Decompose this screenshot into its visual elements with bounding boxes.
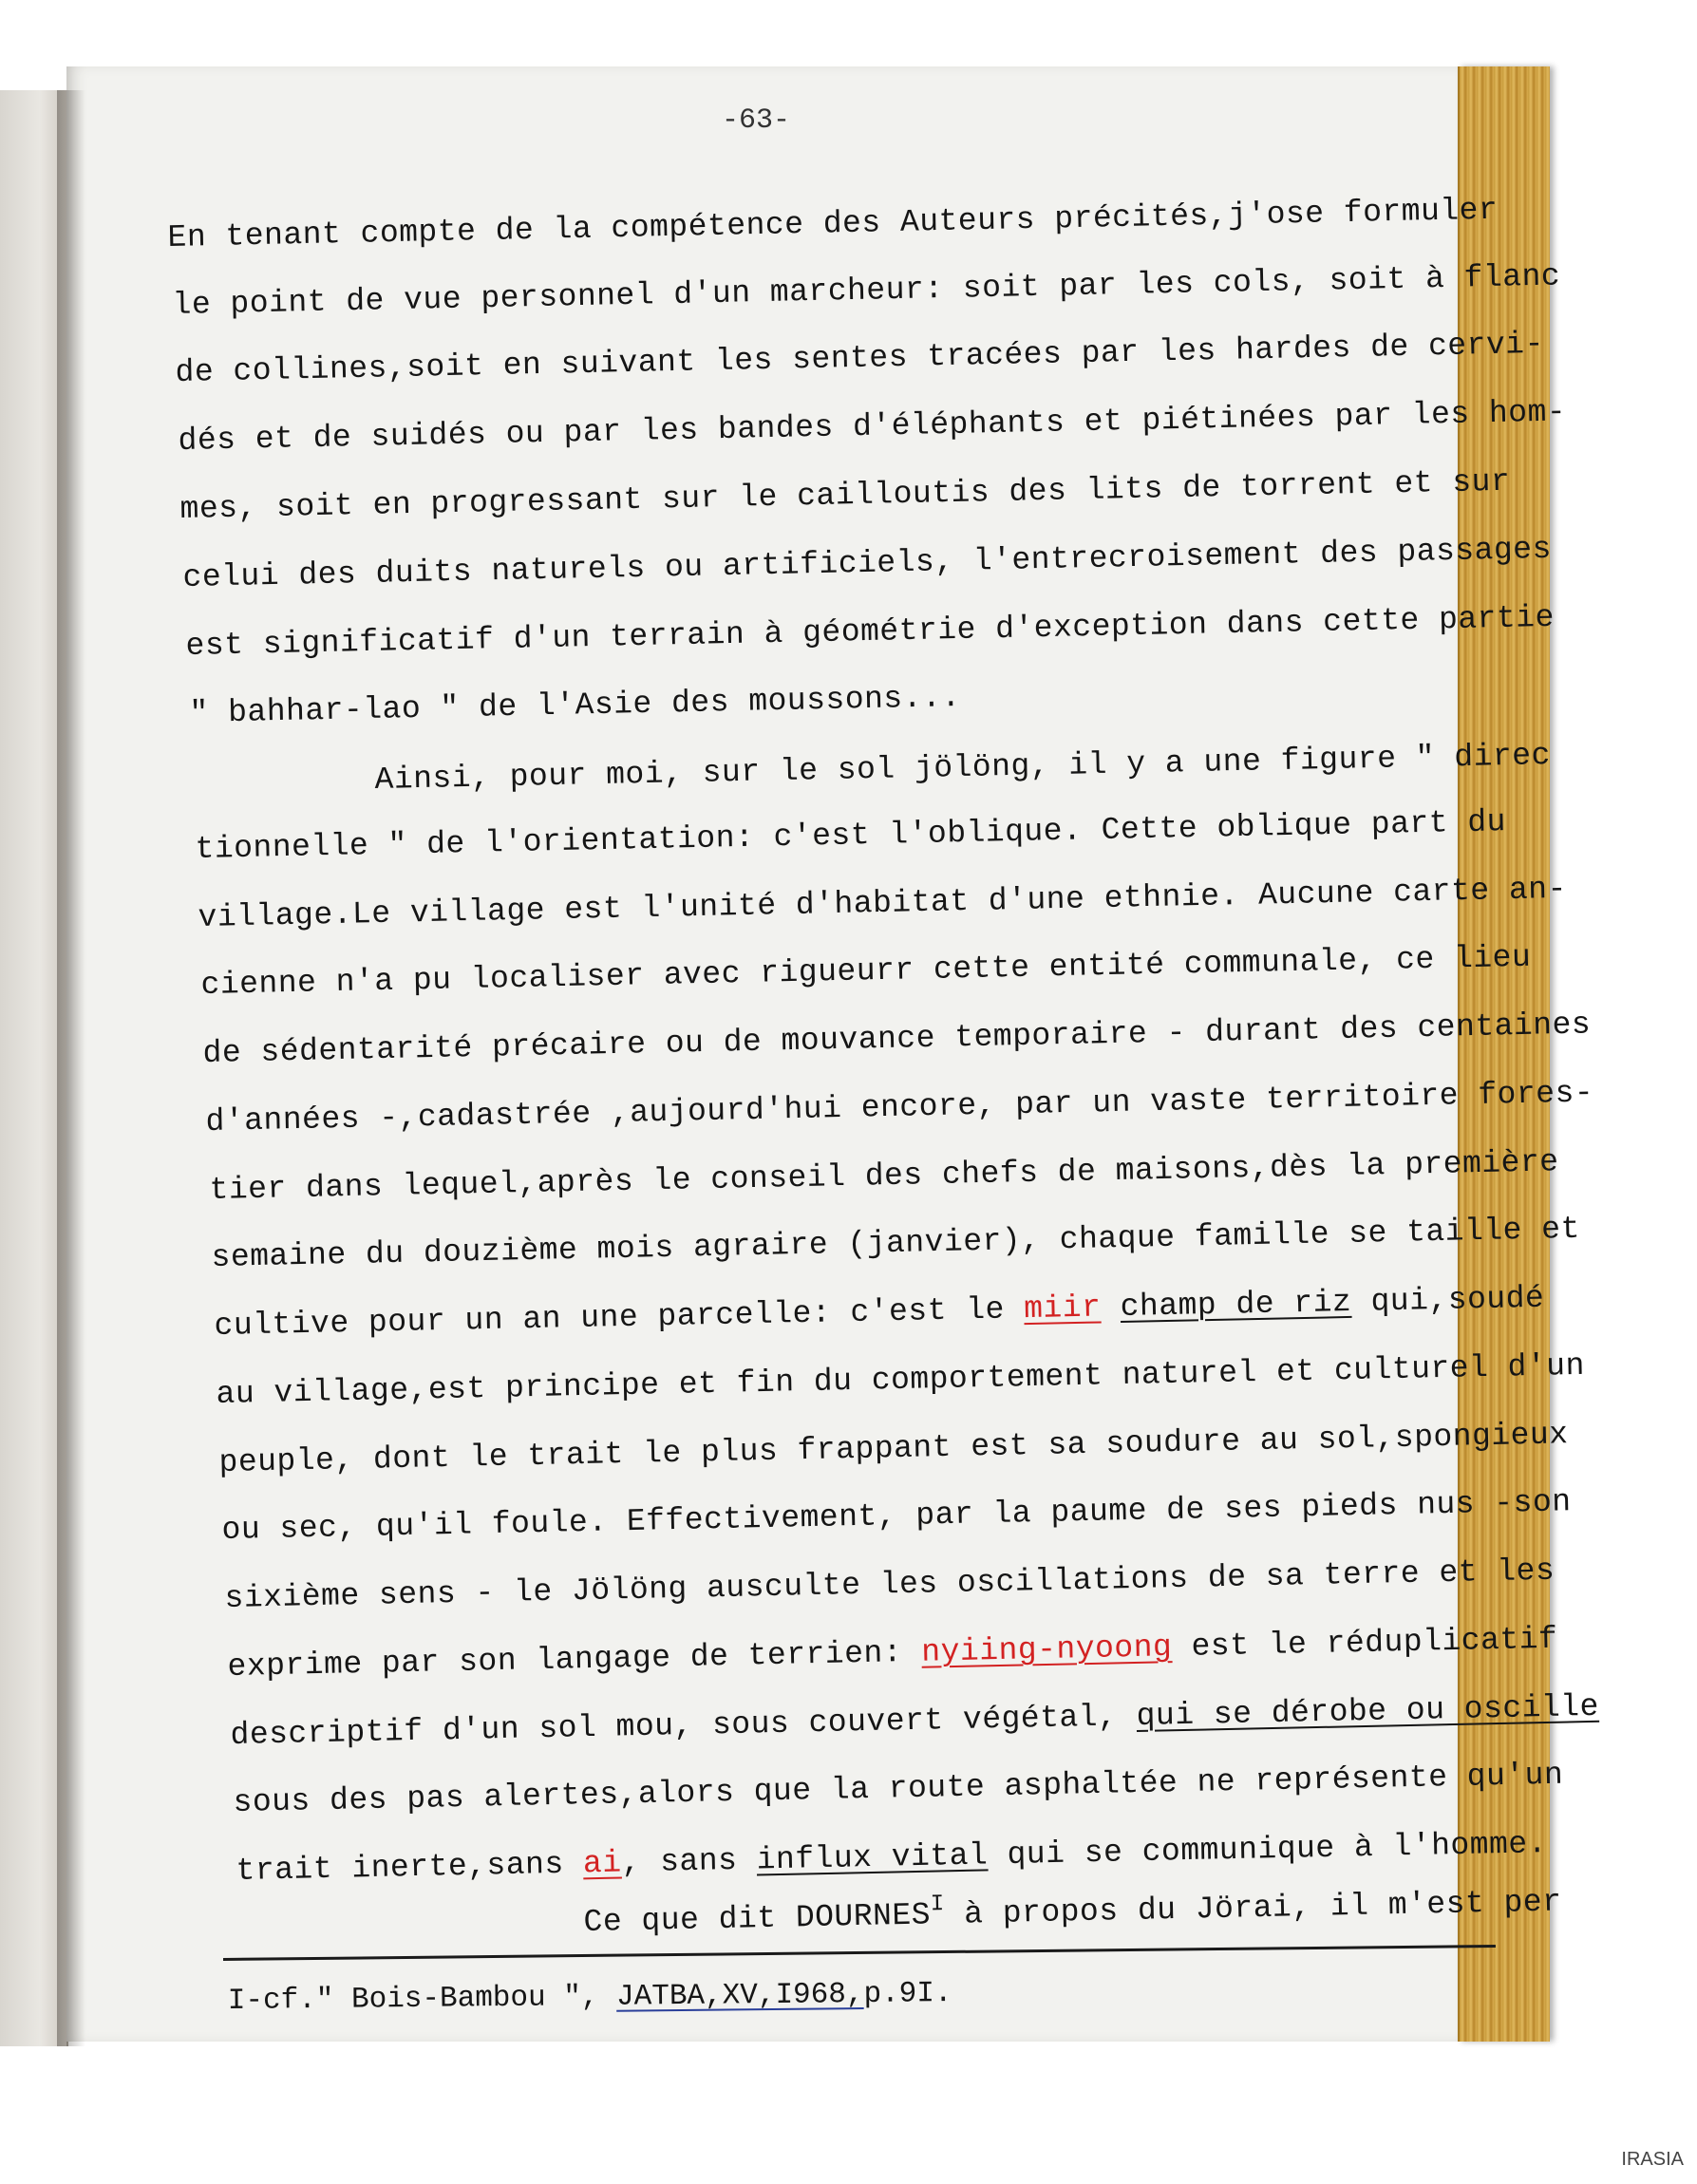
term-nyiing-nyoong: nyiing-nyoong	[920, 1629, 1173, 1670]
text-line-2: le point de vue personnel d'un marcheur: soit par les cols, soit à flanc	[172, 258, 1561, 323]
text-line-14: d'années -,cadastrée ,aujourd'hui encore, par un vaste territoire fores-	[205, 1075, 1594, 1139]
text-line-24: sous des pas alertes,alors que la route asphaltée ne représente qu'un	[233, 1757, 1564, 1820]
text-line-10: tionnelle " de l'orientation: c'est l'oblique. Cette oblique part du	[195, 804, 1507, 867]
text-line-17: cultive pour un an une parcelle: c'est le miir champ de riz qui,soudé	[214, 1280, 1545, 1344]
text-line-7: est significatif d'un terrain à géométrie d'exception dans cette partie	[185, 599, 1556, 664]
page-number: -63-	[722, 104, 791, 137]
footnote-marker: I	[930, 1892, 945, 1918]
text-line-15: tier dans lequel,après le conseil des chefs de maisons,dès la première	[209, 1144, 1559, 1208]
footnote-reference: JATBA,XV,I968,	[615, 1977, 864, 2014]
text-line-18: au village,est principe et fin du comportement naturel et culturel d'un	[216, 1347, 1586, 1412]
text-line-12: cienne n'a pu localiser avec rigueurr cette entité communale, ce lieu	[200, 939, 1532, 1003]
text-line-22: exprime par son langage de terrien: nyiing-nyoong est le réduplicatif	[227, 1621, 1558, 1685]
term-champ-de-riz: champ de riz	[1120, 1284, 1352, 1326]
text-line-21: sixième sens - le Jölöng ausculte les oscillations de sa terre et les	[224, 1553, 1556, 1616]
footnote: I-cf." Bois-Bambou ", JATBA,XV,I968,p.9I.	[227, 1977, 952, 2018]
text-line-20: ou sec, qu'il foule. Effectivement, par la paume de ses pieds nus -son	[221, 1484, 1572, 1548]
text-line-23: descriptif d'un sol mou, sous couvert végétal, qui se dérobe ou oscille	[230, 1688, 1600, 1753]
text-line-5: mes, soit en progressant sur le cailloutis des lits de torrent et sur	[179, 463, 1511, 527]
text-line-3: de collines,soit en suivant les sentes tracées par les hardes de cervi-	[175, 326, 1545, 390]
term-miir: miir	[1023, 1290, 1102, 1327]
text-line-11: village.Le village est l'unité d'habitat d'une ethnie. Aucune carte an-	[198, 871, 1568, 935]
text-line-26: Ce que dit $DOURNES^I$ à propos du Jörai, il m'est per	[583, 1884, 1562, 1940]
text-line-19: peuple, dont le trait le plus frappant est sa soudure au sol,spongieux	[218, 1417, 1569, 1480]
text-line-1: En tenant compte de la compétence des Auteurs précités,j'ose formuler	[167, 192, 1499, 255]
text-line-16: semaine du douzième mois agraire (janvier), chaque famille se taille et	[211, 1211, 1581, 1275]
text-line-8: " bahhar-lao " de l'Asie des moussons...	[189, 679, 961, 731]
underlined-phrase: qui se dérobe ou oscille	[1136, 1688, 1600, 1735]
text-line-4: dés et de suidés ou par les bandes d'éléphants et piétinées par les hom-	[178, 394, 1567, 459]
term-influx-vital: influx vital	[756, 1837, 989, 1878]
text-line-25: trait inerte,sans ai, sans influx vital qui se communique à l'homme.	[236, 1826, 1548, 1889]
text-line-9: Ainsi, pour moi, sur le sol jölöng, il y a une figure " direc	[374, 738, 1552, 798]
text-line-13: de sédentarité précaire ou de mouvance temporaire - durant des centaines	[202, 1007, 1592, 1071]
binding-shadow	[57, 90, 85, 2046]
text-line-6: celui des duits naturels ou artificiels, l'entrecroisement des passages	[182, 531, 1553, 595]
watermark: IRASIA	[1621, 2149, 1684, 2170]
term-ai: ai	[582, 1845, 622, 1882]
